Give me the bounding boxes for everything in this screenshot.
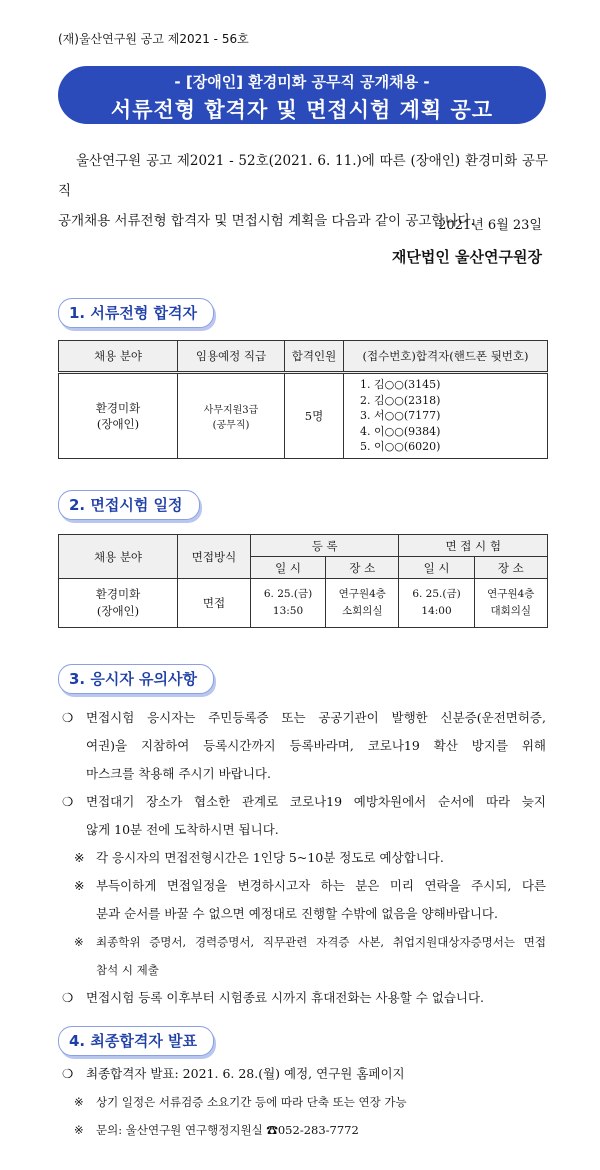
- note-bullet-2: [60, 788, 546, 844]
- cell-method: 면접: [178, 579, 251, 628]
- reference-mark-icon: ※: [74, 878, 85, 893]
- final-line: 최종합격자 발표: 2021. 6. 28.(월) 예정, 연구원 홈페이지: [86, 1066, 405, 1081]
- note-line: 면접시험 등록 이후부터 시험종료 시까지 휴대전화는 사용할 수 없습니다.: [86, 990, 485, 1005]
- passers-table: [58, 340, 548, 459]
- reference-mark-icon: ※: [74, 1123, 84, 1137]
- reference-mark-icon: ※: [74, 1095, 84, 1109]
- note-line: 부득이하게 면접일정을 변경하시고자 하는 분은 미리 연락을 주시되, 다른: [96, 878, 546, 893]
- int-place-1: 연구원4층: [487, 588, 535, 600]
- cell-reg-datetime: [251, 579, 326, 628]
- col-header-int-datetime: 일 시: [399, 557, 474, 579]
- banner-title: 서류전형 합격자 및 면접시험 계획 공고: [110, 98, 494, 122]
- passer-item: 1. 김○○(3145): [360, 378, 441, 392]
- cell-field: [59, 373, 178, 459]
- cell-int-place: [474, 579, 547, 628]
- note-line: 않게 10분 전에 도착하시면 됩니다.: [86, 822, 279, 837]
- note-ref-1: [60, 844, 546, 872]
- col-header-grade: 임용예정 직급: [178, 341, 285, 373]
- note-line: 마스크를 착용해 주시기 바랍니다.: [86, 766, 271, 781]
- col-header-count: 합격인원: [285, 341, 344, 373]
- final-ref-2: [60, 1116, 546, 1144]
- final-ref-1: [60, 1088, 546, 1116]
- cell-reg-place: [326, 579, 399, 628]
- contact-line: 문의: 울산연구원 연구행정지원실 ☎052-283-7772: [96, 1123, 359, 1137]
- col-header-method: 면접방식: [178, 535, 251, 579]
- note-line: 각 응시자의 면접전형시간은 1인당 5~10분 정도로 예상합니다.: [96, 850, 444, 865]
- intro-line-1: 울산연구원 공고 제2021 - 52호(2021. 6. 11.)에 따른 (장애인) 환경미화 공무직: [58, 153, 548, 199]
- col-header-int-place: 장 소: [474, 557, 547, 579]
- grade-line-2: (공무직): [212, 420, 250, 431]
- int-place-2: 대회의실: [490, 605, 532, 617]
- note-line: 면접시험 응시자는 주민등록증 또는 공공기관이 발행한 신분증(운전면허증,: [86, 710, 546, 725]
- col-header-field: 채용 분야: [59, 341, 178, 373]
- bullet-circle-icon: ❍: [62, 1066, 74, 1081]
- title-banner: [58, 66, 546, 124]
- note-line: 면접대기 장소가 협소한 관계로 코로나19 예방차원에서 순서에 따라 늦지: [86, 794, 546, 809]
- section-heading-1: 1. 서류전형 합격자: [58, 298, 214, 328]
- section-heading-2: 2. 면접시험 일정: [58, 490, 200, 520]
- note-bullet-1: [60, 704, 546, 788]
- col-header-reg-datetime: 일 시: [251, 557, 326, 579]
- passer-item: 2. 김○○(2318): [360, 393, 441, 407]
- note-ref-3: [60, 928, 546, 984]
- note-line: 여권)을 지참하여 등록시간까지 등록바라며, 코로나19 확산 방지를 위해: [86, 738, 546, 753]
- cell-field: [59, 579, 178, 628]
- int-time: 14:00: [421, 605, 452, 617]
- cell-grade: [178, 373, 285, 459]
- notice-date: 2021년 6월 23일: [438, 218, 542, 233]
- field-line-2: (장애인): [96, 604, 140, 618]
- notice-number: (재)울산연구원 공고 제2021 - 56호: [58, 32, 249, 46]
- cell-passers: [344, 373, 548, 459]
- bullet-circle-icon: ❍: [62, 990, 74, 1005]
- passer-item: 3. 서○○(7177): [360, 409, 441, 423]
- note-line: 참석 시 제출: [96, 963, 159, 977]
- banner-subtitle: - [장애인] 환경미화 공무직 공개채용 -: [174, 73, 430, 91]
- field-line-2: (장애인): [96, 417, 140, 431]
- notes-section: [60, 704, 546, 1012]
- final-announcement: [60, 1060, 546, 1144]
- final-line: 상기 일정은 서류검증 소요기간 등에 따라 단축 또는 연장 가능: [96, 1095, 407, 1109]
- col-header-field: 채용 분야: [59, 535, 178, 579]
- int-date: 6. 25.(금): [412, 588, 461, 600]
- passer-item: 5. 이○○(6020): [360, 440, 441, 454]
- signer: 재단법인 울산연구원장: [391, 248, 542, 266]
- note-line: 분과 순서를 바꿀 수 없으면 예정대로 진행할 수밖에 없음을 양해바랍니다.: [96, 906, 498, 921]
- note-line: 최종학위 증명서, 경력증명서, 직무관련 자격증 사본, 취업지원대상자증명서는 면접: [96, 935, 546, 949]
- col-header-interview: 면 접 시 험: [399, 535, 548, 557]
- reference-mark-icon: ※: [74, 935, 84, 949]
- reg-place-2: 소회의실: [342, 605, 383, 617]
- col-header-passers: (접수번호)합격자(핸드폰 뒷번호): [344, 341, 548, 373]
- bullet-circle-icon: ❍: [62, 710, 74, 725]
- intro-line-2: 공개채용 서류전형 합격자 및 면접시험 계획을 다음과 같이 공고합니다.: [58, 213, 475, 229]
- section-heading-3: 3. 응시자 유의사항: [58, 664, 214, 694]
- reg-date: 6. 25.(금): [263, 588, 313, 600]
- cell-count: 5명: [285, 373, 344, 459]
- bullet-circle-icon: ❍: [62, 794, 74, 809]
- reg-place-1: 연구원4층: [338, 588, 386, 600]
- note-ref-2: [60, 872, 546, 928]
- col-header-registration: 등 록: [251, 535, 399, 557]
- interview-schedule-table: [58, 534, 548, 628]
- reference-mark-icon: ※: [74, 850, 85, 865]
- grade-line-1: 사무지원3급: [203, 405, 259, 416]
- passer-item: 4. 이○○(9384): [360, 424, 441, 438]
- note-bullet-3: [60, 984, 546, 1012]
- field-line-1: 환경미화: [95, 587, 141, 601]
- final-bullet: [60, 1060, 546, 1088]
- col-header-reg-place: 장 소: [326, 557, 399, 579]
- section-heading-4: 4. 최종합격자 발표: [58, 1026, 214, 1056]
- reg-time: 13:50: [272, 605, 304, 617]
- field-line-1: 환경미화: [95, 401, 141, 415]
- cell-int-datetime: [399, 579, 474, 628]
